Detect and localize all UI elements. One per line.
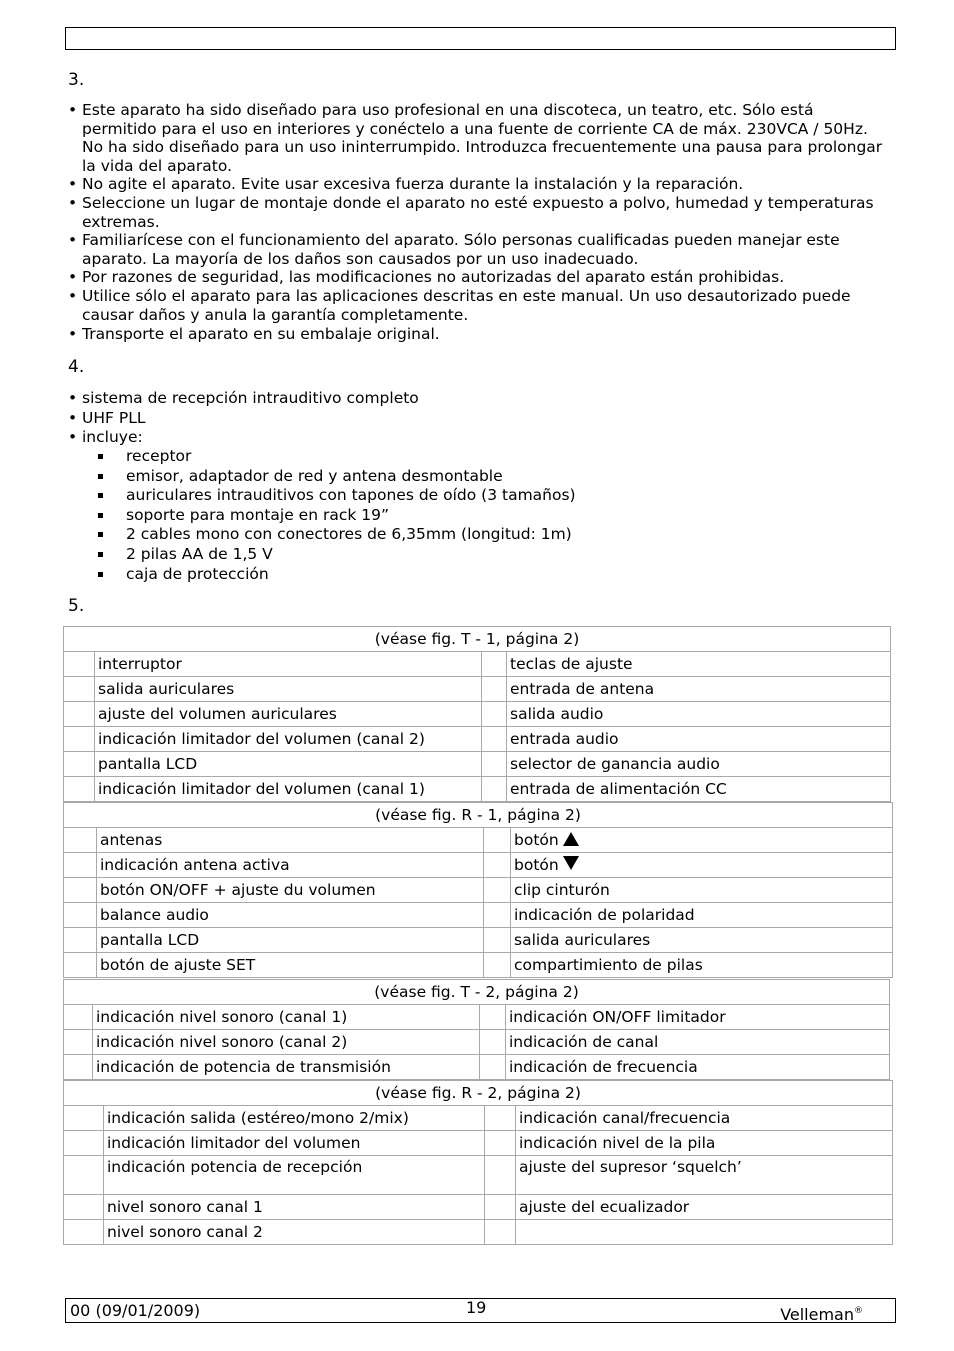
table-row: pantalla LCD salida auriculares — [64, 928, 893, 953]
registered-mark: ® — [854, 1306, 863, 1316]
table-row: botón de ajuste SET compartimiento de pilas — [64, 953, 893, 978]
table-row: indicación salida (estéreo/mono 2/mix) indicación canal/frecuencia — [64, 1106, 893, 1131]
list-item: • Seleccione un lugar de montaje donde el aparato no esté expuesto a polvo, humedad y temperaturas extremas. — [68, 194, 890, 231]
table-row: interruptor teclas de ajuste — [64, 652, 891, 677]
table-row: indicación limitador del volumen indicación nivel de la pila — [64, 1131, 893, 1156]
transmitter-lcd-table — [63, 979, 890, 1080]
transmitter-front-table — [63, 626, 891, 802]
section-3-list — [68, 101, 890, 344]
list-item: caja de protección — [82, 565, 882, 585]
table-row: indicación nivel sonoro (canal 1) indicación ON/OFF limitador — [64, 1005, 890, 1030]
section-3-heading: 3. — [68, 70, 85, 90]
table-row: botón ON/OFF + ajuste du volumen clip cinturón — [64, 878, 893, 903]
list-item: • Utilice sólo el aparato para las aplicaciones descritas en este manual. Un uso desautorizado puede causar daños y anula la garantía completamente. — [68, 287, 890, 324]
list-item: • Este aparato ha sido diseñado para uso profesional en una discoteca, un teatro, etc. Sólo está permitido para el uso en interiores y conéctelo a una fuente de corriente CA de máx. 230VCA / 50Hz. No ha sido diseñado para un uso ininterrumpido. Introduzca frecuentemente una pausa para prolongar la vida del aparato. — [68, 101, 890, 175]
table-row: nivel sonoro canal 2 — [64, 1220, 893, 1245]
list-item: 2 pilas AA de 1,5 V — [82, 545, 882, 565]
list-item: auriculares intrauditivos con tapones de oído (3 tamaños) — [82, 486, 882, 506]
table-row: salida auriculares entrada de antena — [64, 677, 891, 702]
section-4-heading: 4. — [68, 357, 85, 377]
list-item: • UHF PLL — [68, 409, 890, 429]
list-item: receptor — [82, 447, 882, 467]
table-row: indicación limitador del volumen (canal 1) entrada de alimentación CC — [64, 777, 891, 802]
table-caption: (véase fig. R - 2, página 2) — [64, 1081, 893, 1106]
table-row: indicación nivel sonoro (canal 2) indicación de canal — [64, 1030, 890, 1055]
list-item: soporte para montaje en rack 19” — [82, 506, 882, 526]
list-item-label: incluye: — [82, 428, 143, 447]
triangle-down-icon — [563, 856, 579, 870]
list-item — [68, 428, 890, 448]
table-row: indicación de potencia de transmisión indicación de frecuencia — [64, 1055, 890, 1080]
receiver-front-table — [63, 802, 893, 978]
table-row: indicación antena activa botón — [64, 853, 893, 878]
table-row: antenas botón — [64, 828, 893, 853]
table-caption: (véase fig. T - 1, página 2) — [64, 627, 891, 652]
list-item: • No agite el aparato. Evite usar excesiva fuerza durante la instalación y la reparación. — [68, 175, 890, 194]
list-item: emisor, adaptador de red y antena desmontable — [82, 467, 882, 487]
table-caption: (véase fig. T - 2, página 2) — [64, 980, 890, 1005]
section-4-list — [68, 389, 890, 448]
included-items-list — [82, 447, 882, 584]
section-5-heading: 5. — [68, 596, 85, 616]
table-row: indicación potencia de recepción ajuste del supresor ‘squelch’ — [64, 1156, 893, 1195]
list-item: • sistema de recepción intrauditivo completo — [68, 389, 890, 409]
table-caption: (véase fig. R - 1, página 2) — [64, 803, 893, 828]
table-row: ajuste del volumen auriculares salida audio — [64, 702, 891, 727]
table-row: nivel sonoro canal 1 ajuste del ecualizador — [64, 1195, 893, 1220]
brand-name: Velleman® — [780, 1305, 863, 1324]
list-item: • Familiarícese con el funcionamiento del aparato. Sólo personas cualificadas pueden manejar este aparato. La mayoría de los daños son causados por un uso inadecuado. — [68, 231, 890, 268]
list-item: • Por razones de seguridad, las modificaciones no autorizadas del aparato están prohibidas. — [68, 268, 890, 287]
document-version: 00 (09/01/2009) — [70, 1301, 201, 1320]
page-footer — [65, 1298, 896, 1323]
list-item: 2 cables mono con conectores de 6,35mm (longitud: 1m) — [82, 525, 882, 545]
triangle-up-icon — [563, 832, 579, 846]
table-row: indicación limitador del volumen (canal 2) entrada audio — [64, 727, 891, 752]
table-row: pantalla LCD selector de ganancia audio — [64, 752, 891, 777]
page-header-box — [65, 27, 896, 50]
table-row: balance audio indicación de polaridad — [64, 903, 893, 928]
list-item: • Transporte el aparato en su embalaje original. — [68, 325, 890, 344]
page-number: 19 — [466, 1298, 487, 1317]
receiver-lcd-table — [63, 1080, 893, 1245]
